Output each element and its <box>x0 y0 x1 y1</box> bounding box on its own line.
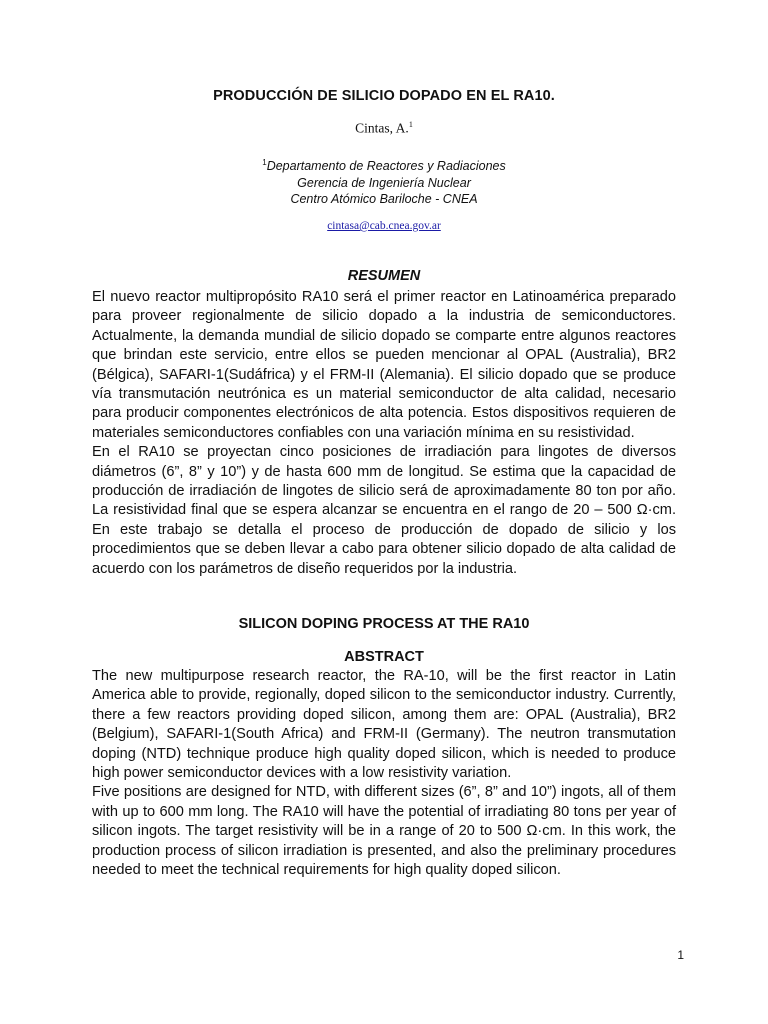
affiliation-superscript: 1 <box>262 158 267 167</box>
email-line <box>0 220 768 232</box>
resumen-paragraph-1: El nuevo reactor multipropósito RA10 será el primer reactor en Latinoamérica preparado para proveer regionalmente de silicio dopado a la industria de semiconductores. Actualmente, la demanda mundial de silicio dopado se comparte entre algunos reactores que brindan este servicio, entre ellos se pueden mencionar al OPAL (Australia), BR2 (Bélgica), SAFARI-1(Sudáfrica) y el FRM-II (Alemania). El silicio dopado que se produce vía transmutación neutrónica es un material semiconductor de alta calidad, necesario para producir componentes electrónicos de alta potencia. Estos dispositivos requieren de materiales semiconductores confiables con una variación mínima en su resistividad. <box>92 289 676 441</box>
author-superscript: 1 <box>408 120 413 129</box>
abstract-body <box>92 667 676 880</box>
resumen-body <box>92 288 676 579</box>
affiliation-line-3: Centro Atómico Bariloche - CNEA <box>290 192 478 207</box>
resumen-paragraph-2: En el RA10 se proyectan cinco posiciones de irradiación para lingotes de diversos diámetros (6”, 8” y 10”) y de hasta 600 mm de longitud. Se estima que la capacidad de producción de irradiación de lingotes de silicio será de aproximadamente 80 ton por año. La resistividad final que se espera alcanzar se encuentra en el rango de 20 – 500 Ω·cm. En este trabajo se detalla el proceso de producción de dopado de silicio y los procedimientos que se deben llevar a cabo para obtener silicio dopado de alta calidad de acuerdo con los parámetros de diseño requeridos por la industria. <box>92 444 676 577</box>
paper-title: PRODUCCIÓN DE SILICIO DOPADO EN EL RA10. <box>213 88 555 104</box>
email-link[interactable]: cintasa@cab.cnea.gov.ar <box>327 220 441 232</box>
author-line <box>0 120 768 137</box>
resumen-heading: RESUMEN <box>347 268 421 284</box>
page-number: 1 <box>677 948 684 962</box>
author-name: Cintas, A. <box>355 120 409 136</box>
abstract-paragraph-1: The new multipurpose research reactor, the RA-10, will be the first reactor in Latin America able to provide, regionally, doped silicon to the semiconductor industry. Currently, there a few reactors providing doped silicon, among them are: OPAL (Australia), BR2 (Belgium), SAFARI-1(South Africa) and FRM-II (Germany). The neutron transmutation doping (NTD) technique produce high quality doped silicon, which is needed to produce high power semiconductor devices with a low resistivity variation. <box>92 668 676 782</box>
abstract-heading: ABSTRACT <box>344 649 424 665</box>
abstract-paragraph-2: Five positions are designed for NTD, with different sizes (6”, 8” and 10”) ingots, all of them with up to 600 mm long. The RA10 will have the potential of irradiating 80 tons per year of silicon ingots. The target resistivity will be in a range of 20 to 500 Ω·cm. In this work, the production process of silicon irradiation is presented, and also the preliminary procedures needed to meet the technical requirements for high quality doped silicon. <box>92 784 676 879</box>
affiliation-line-1 <box>0 155 768 175</box>
affiliation-block <box>0 155 768 208</box>
english-title: SILICON DOPING PROCESS AT THE RA10 <box>238 616 530 632</box>
affiliation-line-2: Gerencia de Ingeniería Nuclear <box>297 175 471 190</box>
affiliation-department: Departamento de Reactores y Radiaciones <box>266 159 506 174</box>
